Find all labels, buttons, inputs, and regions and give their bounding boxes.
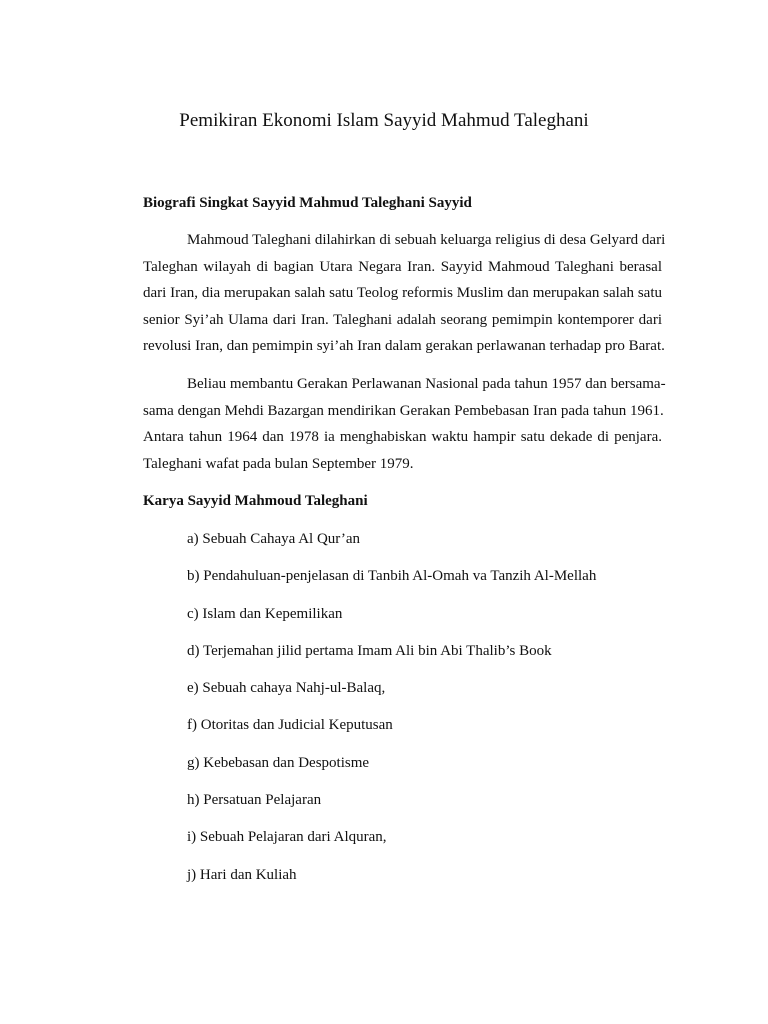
section-heading-biography: Biografi Singkat Sayyid Mahmud Taleghani Sayyid [143,195,472,211]
list-item: h) Persatuan Pelajaran [187,792,322,809]
list-item: e) Sebuah cahaya Nahj-ul-Balaq, [187,680,386,697]
paragraph-line: Taleghani wafat pada bulan September 1979. [143,455,414,472]
works-list [187,529,596,902]
paragraph-line: Taleghan wilayah di bagian Utara Negara Iran. Sayyid Mahmoud Taleghani berasal [143,258,662,275]
section-heading-works: Karya Sayyid Mahmoud Taleghani [143,493,368,509]
document-title: Pemikiran Ekonomi Islam Sayyid Mahmud Taleghani [179,110,589,131]
list-item: b) Pendahuluan-penjelasan di Tanbih Al-Omah va Tanzih Al-Mellah [187,568,597,585]
biography-paragraph-2 [143,371,666,477]
paragraph-line: Mahmoud Taleghani dilahirkan di sebuah keluarga religius di desa Gelyard dari [187,232,666,248]
biography-paragraph-1 [143,227,666,360]
paragraph-line: Beliau membantu Gerakan Perlawanan Nasional pada tahun 1957 dan bersama- [187,376,666,392]
paragraph-line: Antara tahun 1964 dan 1978 ia menghabiskan waktu hampir satu dekade di penjara. [143,429,662,445]
paragraph-line: sama dengan Mehdi Bazargan mendirikan Gerakan Pembebasan Iran pada tahun 1961. [143,402,664,419]
list-item: c) Islam dan Kepemilikan [187,605,343,622]
list-item: a) Sebuah Cahaya Al Qur’an [187,531,360,547]
paragraph-line: revolusi Iran, dan pemimpin syi’ah Iran dalam gerakan perlawanan terhadap pro Barat. [143,338,665,354]
paragraph-line: dari Iran, dia merupakan salah satu Teolog reformis Muslim dan merupakan salah satu [143,285,662,301]
list-item: g) Kebebasan dan Despotisme [187,754,370,771]
list-item: f) Otoritas dan Judicial Keputusan [187,717,393,734]
list-item: i) Sebuah Pelajaran dari Alquran, [187,829,387,846]
paragraph-line: senior Syi’ah Ulama dari Iran. Taleghani adalah seorang pemimpin kontemporer dari [143,311,662,328]
list-item: j) Hari dan Kuliah [187,866,297,883]
list-item: d) Terjemahan jilid pertama Imam Ali bin Abi Thalib’s Book [187,642,552,659]
